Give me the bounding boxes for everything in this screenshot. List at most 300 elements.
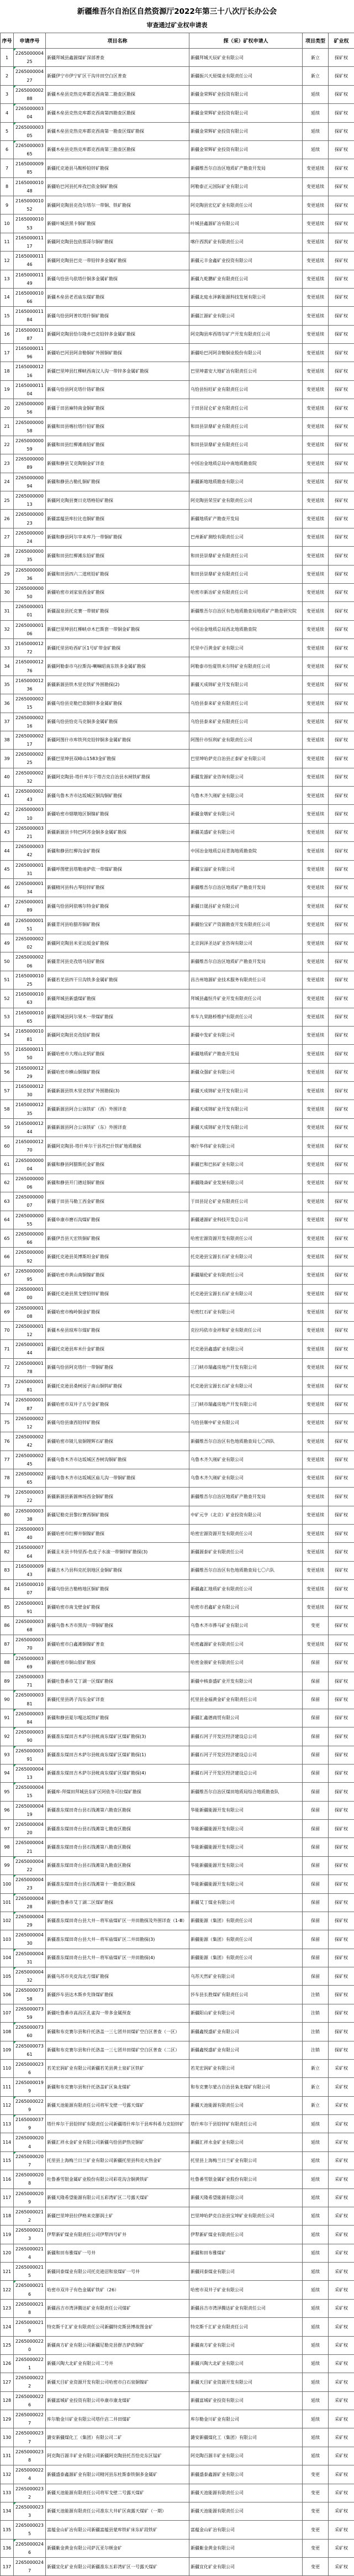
cell-applicant: 新疆天成锦矿业开发有限公司: [189, 676, 303, 694]
cell-serial: 4: [1, 104, 14, 122]
cell-corner-mark-icon: [14, 2115, 16, 2117]
cell-corner-mark-icon: [14, 67, 16, 69]
table-row: [1, 768, 354, 786]
cell-right-type: 探矿权: [329, 2041, 354, 2059]
cell-serial: 103: [1, 1930, 14, 1949]
cell-project-name: 新疆昌吉市湾泽腾达矿业有限责任公司煤矿: [46, 2299, 189, 2317]
cell-serial: 19: [1, 380, 14, 399]
cell-serial: 133: [1, 2484, 14, 2502]
cell-applicant: 新疆盛泰鑫源矿业有限公司: [189, 2465, 303, 2484]
cell-applicant: 和布克赛尔蒙古自治县枭龙煤矿有限公司: [189, 2078, 303, 2096]
cell-project-name: 新疆准东煤田奇台县石钱滩第十一勘查区勘探: [46, 1875, 189, 1893]
cell-application-no: 226500000369: [14, 1653, 46, 1672]
cell-right-type: 采矿权: [329, 2521, 354, 2539]
cell-applicant: 新疆汇鑫德商贸有限公司: [189, 1709, 303, 1727]
cell-right-type: 采矿权: [329, 2484, 354, 2502]
cell-application-no: 216500001272: [14, 639, 46, 657]
table-row: [1, 344, 354, 362]
cell-project-type: 变更延续: [303, 860, 329, 878]
cell-right-type: 采矿权: [329, 2059, 354, 2077]
cell-project-name: 新疆和布克赛尔县和什托洛盖一三七团井田煤矿空白区普查（一区）: [46, 2023, 189, 2041]
cell-right-type: 探矿权: [329, 85, 354, 103]
cell-right-type: 采矿权: [329, 2336, 354, 2354]
cell-project-type: 变更延续: [303, 380, 329, 399]
cell-corner-mark-icon: [14, 123, 16, 125]
cell-project-type: 保留: [303, 1783, 329, 1801]
cell-project-type: 变更: [303, 2558, 329, 2576]
cell-project-type: 延续: [303, 2226, 329, 2244]
cell-corner-mark-icon: [14, 2023, 16, 2025]
cell-project-type: 变更延续: [303, 159, 329, 177]
cell-project-name: 新疆托里县鸽子沟东金矿详查: [46, 1690, 189, 1709]
cell-right-type: 探矿权: [329, 897, 354, 915]
cell-project-name: 新疆准东煤田吉木萨尔县帐南东煤矿区煤矿勘探(3): [46, 1727, 189, 1746]
table-row: [1, 2502, 354, 2520]
cell-serial: 99: [1, 1856, 14, 1875]
cell-applicant: 中国冶金地质总局西北地质勘查院: [189, 620, 303, 638]
cell-project-type: 变更延续: [303, 768, 329, 786]
table-row: [1, 1451, 354, 1469]
cell-right-type: 探矿权: [329, 1912, 354, 1930]
table-row: [1, 2078, 354, 2096]
cell-right-type: 探矿权: [329, 639, 354, 657]
cell-project-type: 变更延续: [303, 1488, 329, 1506]
cell-application-no: 216500001184: [14, 307, 46, 325]
cell-corner-mark-icon: [14, 1967, 16, 1970]
table-row: [1, 2428, 354, 2447]
cell-application-no: 226500000191: [14, 1598, 46, 1616]
cell-applicant: 新疆维吾尔自治区有色地质勘查局地质矿产勘查研究院: [189, 602, 303, 620]
table-row: [1, 2447, 354, 2465]
cell-serial: 56: [1, 1063, 14, 1081]
cell-project-type: 变更延续: [303, 1192, 329, 1211]
cell-project-name: 新疆于田县麻特南金铜矿勘探: [46, 399, 189, 417]
cell-serial: 66: [1, 1248, 14, 1266]
cell-serial: 126: [1, 2354, 14, 2373]
cell-project-name: 新疆准东煤田奇台县大井－将军庙煤矿区二井田勘探(3): [46, 1930, 189, 1949]
cell-serial: 10: [1, 214, 14, 233]
mining-rights-table: [0, 33, 354, 2576]
cell-project-type: 变更延续: [303, 1340, 329, 1358]
cell-application-no: 226500000425: [14, 49, 46, 67]
cell-project-name: 新疆和田县红柳滩南铅矿勘探: [46, 436, 189, 454]
cell-project-name: 新疆木垒县克热克库都克西南第四勘查区勘探: [46, 104, 189, 122]
cell-application-no: 22650000214: [14, 2244, 46, 2262]
cell-project-type: 变更延续: [303, 547, 329, 565]
cell-serial: 60: [1, 1137, 14, 1155]
cell-project-type: 变更延续: [303, 1137, 329, 1155]
cell-serial: 50: [1, 952, 14, 971]
table-row: [1, 602, 354, 620]
cell-project-name: 新疆乌恰县阿普坎塔什铜矿勘探: [46, 307, 189, 325]
cell-applicant: 托克逊县鑫盛矿业有限公司: [189, 1340, 303, 1358]
cell-project-name: 新疆准东煤田奇台县大井－将军庙煤矿区一井田勘探(4): [46, 1949, 189, 1967]
cell-project-type: 变更延续: [303, 1451, 329, 1469]
table-row: [1, 177, 354, 196]
cell-serial: 40: [1, 768, 14, 786]
cell-serial: 25: [1, 491, 14, 510]
cell-applicant: 乌苏天然矿业有限公司: [189, 1967, 303, 1986]
cell-right-type: 探矿权: [329, 1321, 354, 1339]
cell-project-type: 变更延续: [303, 1285, 329, 1303]
cell-right-type: 探矿权: [329, 1875, 354, 1893]
cell-right-type: 采矿权: [329, 2188, 354, 2207]
cell-applicant: 托克逊县宝源长石矿业有限公司: [189, 1285, 303, 1303]
cell-application-no: 226500000178: [14, 1358, 46, 1376]
cell-applicant: 阿勒泰正元国际矿业有限公司: [189, 177, 303, 196]
table-body: [1, 49, 354, 2576]
cell-right-type: 探矿权: [329, 270, 354, 288]
table-row: [1, 49, 354, 67]
cell-project-name: 新疆哈密市铜山银矿勘探: [46, 1653, 189, 1672]
cell-serial: 134: [1, 2502, 14, 2520]
table-row: [1, 2004, 354, 2022]
cell-application-no: 22650000238: [14, 2447, 46, 2465]
cell-project-name: 新疆阜康市磨石沟煤矿勘探: [46, 1211, 189, 1229]
cell-applicant: 新疆维吾尔自治区地质矿产勘查开发局: [189, 1488, 303, 1506]
cell-project-name: 新疆和静县夏尔嘎达坂铁矿勘探: [46, 1709, 189, 1727]
cell-application-no: 226500000423: [14, 1875, 46, 1893]
table-row: [1, 2226, 354, 2244]
cell-right-type: 探矿权: [329, 989, 354, 1008]
cell-project-type: 变更延续: [303, 1211, 329, 1229]
cell-project-type: 保留: [303, 1801, 329, 1819]
cell-applicant: 于田县昆仑矿业有限责任公司: [189, 1192, 303, 1211]
table-row: [1, 657, 354, 676]
cell-application-no: 216500001236: [14, 676, 46, 694]
cell-right-type: 采矿权: [329, 2410, 354, 2428]
table-row: [1, 1580, 354, 1598]
cell-right-type: 探矿权: [329, 1690, 354, 1709]
table-row: [1, 2410, 354, 2428]
cell-project-type: 延续: [303, 2281, 329, 2299]
table-row: [1, 2354, 354, 2373]
cell-project-name: 新疆且末县卡特里西-色皮子水滚一带铜锌矿勘探(3): [46, 1543, 189, 1561]
cell-right-type: 探矿权: [329, 768, 354, 786]
table-row: [1, 233, 354, 251]
cell-applicant: 新疆和田布雅煤矿: [189, 2244, 303, 2262]
column-header-serial: 序号: [1, 33, 14, 49]
cell-applicant: 新疆众强矿业有限公司: [189, 1063, 303, 1081]
cell-project-name: 新疆宜化矿业有限公司新疆准东五彩湾矿区一号露天煤矿: [46, 2558, 189, 2576]
table-row: [1, 1930, 354, 1949]
cell-application-no: 226500000013: [14, 491, 46, 510]
cell-project-name: 新疆青河县克孜塔乌铅矿勘探: [46, 952, 189, 971]
cell-applicant: 喀什华伟矿业有限公司: [189, 1137, 303, 1155]
cell-project-name: 新疆乌苏市夹皮沟北方煤矿勘探: [46, 1967, 189, 1986]
cell-project-type: 保留: [303, 1727, 329, 1746]
table-row: [1, 1690, 354, 1709]
cell-applicant: 新疆艾丁煤业有限公司: [189, 1893, 303, 1912]
cell-applicant: 新疆地质矿产勘查开发局: [189, 510, 303, 528]
table-row: [1, 399, 354, 417]
cell-project-type: 变更延续: [303, 1045, 329, 1063]
cell-applicant: 华能新疆能源开发有限公司: [189, 1820, 303, 1838]
table-row: [1, 1118, 354, 1137]
cell-application-no: 226500000212: [14, 1413, 46, 1432]
cell-right-type: 探矿权: [329, 1930, 354, 1949]
cell-application-no: 216500001276: [14, 657, 46, 676]
cell-application-no: 22650000208: [14, 2170, 46, 2188]
cell-project-type: 变更延续: [303, 1469, 329, 1487]
cell-application-no: 226500000265: [14, 1469, 46, 1487]
cell-project-type: 变更延续: [303, 344, 329, 362]
cell-applicant: 新疆金墩矿业有限公司: [189, 805, 303, 823]
cell-project-name: 新疆莎车县达木斯乡先锋煤矿勘探: [46, 1986, 189, 2004]
cell-application-no: 22650000219: [14, 2318, 46, 2336]
cell-project-name: 新疆和田县红柳滩东铅矿勘探: [46, 547, 189, 565]
cell-project-type: 变更: [303, 2539, 329, 2557]
cell-right-type: 探矿权: [329, 1211, 354, 1229]
table-row: [1, 491, 354, 510]
cell-project-type: 变更: [303, 2484, 329, 2502]
cell-project-type: 变更延续: [303, 1358, 329, 1376]
cell-project-type: 延续: [303, 2170, 329, 2188]
cell-right-type: 探矿权: [329, 1082, 354, 1100]
table-row: [1, 915, 354, 934]
cell-serial: 55: [1, 1045, 14, 1063]
cell-applicant: 和田县崇鼎矿业有限责任公司: [189, 417, 303, 436]
cell-project-name: 塔什库尔干县铅锌矿有限责任公司新疆塔什库尔干县库科希力克铅锌矿: [46, 2115, 189, 2133]
cell-right-type: 探矿权: [329, 473, 354, 491]
cell-project-type: 变更延续: [303, 1266, 329, 1284]
cell-project-name: 新疆和静县阿腊斯托金矿勘探: [46, 1155, 189, 1174]
cell-project-name: 新疆哈密市双井子五号金矿勘探: [46, 1395, 189, 1413]
cell-project-name: 新疆富蕴县库拉比也铜矿勘探: [46, 510, 189, 528]
cell-applicant: 托克逊县宝源长石矿业有限公司: [189, 1377, 303, 1395]
cell-right-type: 探矿权: [329, 971, 354, 989]
cell-serial: 87: [1, 1635, 14, 1653]
table-row: [1, 2041, 354, 2059]
cell-project-name: 新疆乌鲁木齐市黑沟一带铜矿勘探: [46, 1616, 189, 1635]
cell-project-type: 变更延续: [303, 473, 329, 491]
cell-application-no: 22650000247: [14, 2558, 46, 2576]
cell-project-type: 变更延续: [303, 177, 329, 196]
cell-corner-mark-icon: [14, 1709, 16, 1711]
cell-serial: 128: [1, 2391, 14, 2410]
cell-application-no: 216500001063: [14, 989, 46, 1008]
cell-project-name: 哈密市双井子有色金属矿铁矿（26）: [46, 2281, 189, 2299]
cell-serial: 12: [1, 252, 14, 270]
cell-application-no: 226500000058: [14, 417, 46, 436]
table-row: [1, 860, 354, 878]
cell-applicant: 新疆巴和巴拓矿业有限公司: [189, 1155, 303, 1174]
cell-applicant: 新疆富城矿业投资有限公司: [189, 2391, 303, 2410]
cell-project-name: 新疆巴里坤县双峰山1583金矿勘探: [46, 750, 189, 768]
cell-project-type: 变更延续: [303, 1248, 329, 1266]
cell-application-no: 226500000101: [14, 602, 46, 620]
table-row: [1, 1358, 354, 1376]
cell-project-name: 新疆和田县四六二道班铅矿勘探: [46, 565, 189, 583]
cell-project-type: 变更延续: [303, 1413, 329, 1432]
cell-project-type: 变更延续: [303, 694, 329, 713]
cell-corner-mark-icon: [14, 2041, 16, 2044]
cell-applicant: 新疆兴陶大北矿业有限公司: [189, 2354, 303, 2373]
cell-applicant: 中国冶金地质总局中南地质勘查院: [189, 454, 303, 473]
table-row: [1, 1321, 354, 1339]
table-row: [1, 1986, 354, 2004]
cell-application-no: 216500001052: [14, 196, 46, 214]
table-row: [1, 1525, 354, 1543]
cell-right-type: 采矿权: [329, 2226, 354, 2244]
cell-right-type: 采矿权: [329, 2465, 354, 2484]
cell-project-type: 新立: [303, 2059, 329, 2077]
cell-applicant: 托克逊县宝源长石矿业有限公司: [189, 1248, 303, 1266]
cell-project-type: 变更延续: [303, 602, 329, 620]
cell-application-no: 22650000212: [14, 2207, 46, 2225]
cell-serial: 95: [1, 1783, 14, 1801]
cell-project-name: 新疆库-拜煤田拜城县东矿区阿依冬可拉煤矿勘探: [46, 1783, 189, 1801]
cell-right-type: 探矿权: [329, 2023, 354, 2041]
cell-serial: 131: [1, 2447, 14, 2465]
cell-applicant: 新疆天成锦矿业开发有限公司: [189, 1118, 303, 1137]
cell-serial: 67: [1, 1266, 14, 1284]
cell-project-name: 新疆托克逊县黑戈壁铅锌矿勘探: [46, 1285, 189, 1303]
cell-right-type: 探矿权: [329, 1229, 354, 1248]
cell-right-type: 探矿权: [329, 1949, 354, 1967]
cell-project-type: 变更延续: [303, 233, 329, 251]
cell-serial: 27: [1, 528, 14, 546]
table-row: [1, 1543, 354, 1561]
cell-serial: 33: [1, 639, 14, 657]
cell-project-type: 保留: [303, 1893, 329, 1912]
cell-applicant: 新疆金荣辉矿业投资有限公司: [189, 104, 303, 122]
cell-project-type: 延续: [303, 122, 329, 140]
cell-right-type: 探矿权: [329, 1248, 354, 1266]
cell-project-name: 新疆天池能源有限责任公司将军戈壁一号露天煤矿: [46, 2096, 189, 2114]
cell-right-type: 探矿权: [329, 1063, 354, 1081]
cell-serial: 58: [1, 1100, 14, 1118]
table-row: [1, 1506, 354, 1524]
cell-serial: 26: [1, 510, 14, 528]
cell-serial: 22: [1, 436, 14, 454]
table-row: [1, 104, 354, 122]
cell-application-no: 22650000220: [14, 2336, 46, 2354]
table-row: [1, 713, 354, 731]
cell-serial: 1: [1, 49, 14, 67]
cell-right-type: 探矿权: [329, 676, 354, 694]
cell-applicant: 新疆中发矿业有限公司: [189, 1026, 303, 1044]
cell-project-type: 变更延续: [303, 196, 329, 214]
cell-project-name: 新疆伊宁市伊宁矿区干沟井田空白区普查: [46, 67, 189, 85]
cell-application-no: 216500000764: [14, 1543, 46, 1561]
cell-applicant: 新疆鑫悦盛矿业有限公司: [189, 2041, 303, 2059]
cell-application-no: 22650000224: [14, 2465, 46, 2484]
cell-application-no: 226500000134: [14, 878, 46, 897]
cell-applicant: 和田县崇鼎矿业有限责任公司: [189, 547, 303, 565]
table-row: [1, 1949, 354, 1967]
table-row: [1, 565, 354, 583]
cell-applicant: 新疆维吾尔自治区地质矿产勘查开发局: [189, 878, 303, 897]
cell-serial: 24: [1, 473, 14, 491]
cell-project-type: 保留: [303, 1912, 329, 1930]
cell-applicant: 新疆维吾尔自治区有色地质勘查局七〇六队: [189, 1561, 303, 1579]
cell-applicant: 哈密宏源资源开发有限责任公司: [189, 1525, 303, 1543]
cell-application-no: 226500000092: [14, 1248, 46, 1266]
cell-project-name: 新疆富城矿业投资有限公司阜康市康龙煤矿: [46, 2391, 189, 2410]
cell-applicant: 中国冶金地质总局青海地质勘查院: [189, 842, 303, 860]
table-row: [1, 1266, 354, 1284]
cell-application-no: 226500000365: [14, 140, 46, 159]
cell-serial: 39: [1, 750, 14, 768]
cell-application-no: 216500001244: [14, 1118, 46, 1137]
cell-project-name: 新疆拜城县阿尔果木一带煤矿勘探: [46, 1008, 189, 1026]
cell-project-name: 新疆于田县马勒工西金矿勘探: [46, 1192, 189, 1211]
cell-application-no: 226500000007: [14, 1192, 46, 1211]
cell-project-name: 新疆哈密市刘家泉西金矿勘探: [46, 583, 189, 601]
cell-serial: 78: [1, 1469, 14, 1487]
cell-project-name: 潞安新疆煤化工（集团）有限公司二矿: [46, 2428, 189, 2447]
cell-project-name: 新疆托克逊县桑树园子南山铜钨矿勘探: [46, 1377, 189, 1395]
cell-project-type: 变更延续: [303, 952, 329, 971]
cell-project-name: 新疆阿克陶县赛日克塔格铅矿勘探: [46, 491, 189, 510]
cell-application-no: 226500000059: [14, 436, 46, 454]
cell-serial: 98: [1, 1838, 14, 1856]
cell-application-no: 226500000206: [14, 952, 46, 971]
cell-right-type: 探矿权: [329, 1137, 354, 1155]
cell-right-type: 探矿权: [329, 140, 354, 159]
cell-application-no: 216500001081: [14, 1026, 46, 1044]
cell-project-name: 新疆木垒县克热克库都克西南第三勘查区勘探: [46, 140, 189, 159]
table-row: [1, 2263, 354, 2281]
cell-application-no: 216500001187: [14, 325, 46, 343]
table-row: [1, 2558, 354, 2576]
cell-right-type: 探矿权: [329, 1285, 354, 1303]
table-row: [1, 1395, 354, 1413]
cell-applicant: 阿克陶县宏亿矿业有限责任公司: [189, 196, 303, 214]
cell-right-type: 探矿权: [329, 1155, 354, 1174]
cell-project-name: 新疆阿克陶县-塔什库尔干县苏巴什铁矿地质勘探: [46, 1137, 189, 1155]
cell-project-type: 变更延续: [303, 436, 329, 454]
table-row: [1, 1746, 354, 1764]
cell-applicant: 巴里坤哈萨克自治县正泰矿业有限公司: [189, 750, 303, 768]
cell-project-type: 变更延续: [303, 528, 329, 546]
cell-application-no: 216500001065: [14, 1008, 46, 1026]
cell-application-no: 22650000213: [14, 2226, 46, 2244]
cell-applicant: 新疆怡宝矿产资源勘查开发有限责任公司: [189, 915, 303, 934]
cell-right-type: 探矿权: [329, 1100, 354, 1118]
cell-application-no: 226500000342: [14, 842, 46, 860]
cell-application-no: 226500000095: [14, 1266, 46, 1284]
table-row: [1, 1653, 354, 1672]
cell-right-type: 探矿权: [329, 1598, 354, 1616]
cell-project-name: 新疆新源县阿合公该铁矿（西）外围详查: [46, 1100, 189, 1118]
cell-project-name: 新疆木垒县老君庙东煤矿勘探: [46, 288, 189, 306]
cell-right-type: 采矿权: [329, 2447, 354, 2465]
cell-project-type: 延续: [303, 2428, 329, 2447]
cell-right-type: 探矿权: [329, 952, 354, 971]
table-row: [1, 1635, 354, 1653]
cell-project-name: 新疆乌鲁木齐市达坂城区铜沟铜矿勘探: [46, 787, 189, 805]
cell-right-type: 探矿权: [329, 1506, 354, 1524]
cell-applicant: 乌鲁木齐久刚矿业有限公司: [189, 1451, 303, 1469]
cell-application-no: 226500000384: [14, 1709, 46, 1727]
cell-serial: 135: [1, 2521, 14, 2539]
cell-applicant: 新疆振兴天原煤业有限责任公司: [189, 67, 303, 85]
cell-project-type: 延续: [303, 2299, 329, 2317]
table-row: [1, 2096, 354, 2114]
cell-applicant: 新疆维吾尔自治区地质矿产勘查开发局: [189, 952, 303, 971]
cell-right-type: 探矿权: [329, 1820, 354, 1838]
cell-corner-mark-icon: [14, 1783, 16, 1785]
table-row: [1, 1413, 354, 1432]
cell-application-no: 226500000371: [14, 1672, 46, 1690]
cell-serial: 96: [1, 1801, 14, 1819]
cell-project-type: 变更延续: [303, 1506, 329, 1524]
cell-serial: 49: [1, 934, 14, 952]
cell-right-type: 探矿权: [329, 805, 354, 823]
cell-project-name: 新疆新源县新源林场西金铜矿勘探: [46, 1488, 189, 1506]
